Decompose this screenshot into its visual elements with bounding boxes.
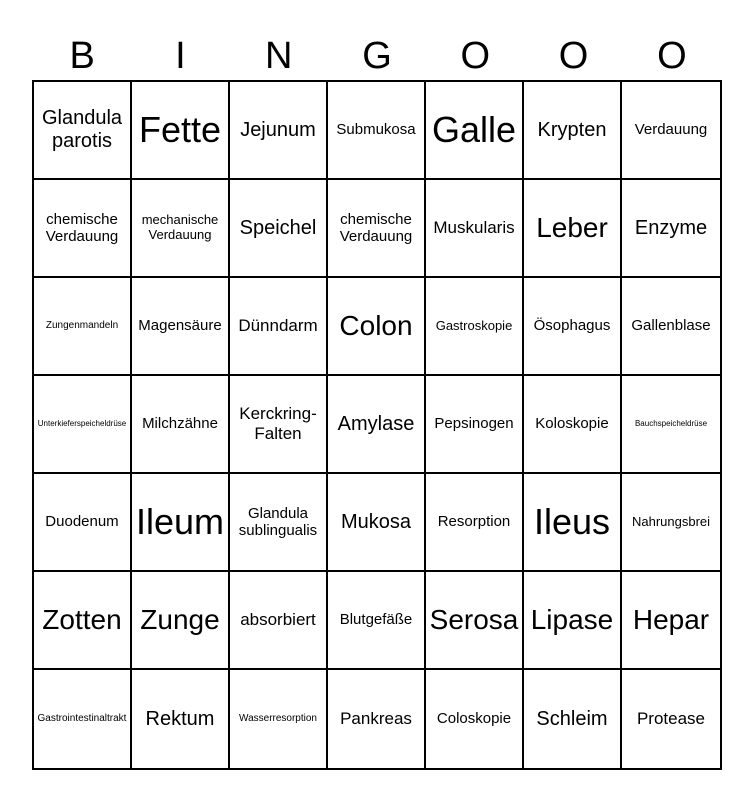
- bingo-cell[interactable]: Koloskopie: [524, 376, 622, 474]
- bingo-cell[interactable]: Schleim: [524, 670, 622, 768]
- bingo-cell[interactable]: Dünndarm: [230, 278, 328, 376]
- bingo-cell[interactable]: Blutgefäße: [328, 572, 426, 670]
- bingo-cell[interactable]: Gallenblase: [622, 278, 720, 376]
- bingo-board: [32, 80, 722, 770]
- header-letter-o-3: O: [657, 35, 687, 77]
- bingo-cell[interactable]: absorbiert: [230, 572, 328, 670]
- bingo-cell[interactable]: Zotten: [34, 572, 132, 670]
- bingo-cell[interactable]: Serosa: [426, 572, 524, 670]
- bingo-cell[interactable]: Hepar: [622, 572, 720, 670]
- bingo-cell[interactable]: Resorption: [426, 474, 524, 572]
- header-letter-n: N: [264, 35, 293, 77]
- bingo-cell[interactable]: Nahrungsbrei: [622, 474, 720, 572]
- bingo-cell[interactable]: Gastrointestinaltrakt: [34, 670, 132, 768]
- bingo-cell[interactable]: Gastroskopie: [426, 278, 524, 376]
- bingo-cell[interactable]: Ösophagus: [524, 278, 622, 376]
- bingo-cell[interactable]: Amylase: [328, 376, 426, 474]
- bingo-cell[interactable]: Submukosa: [328, 82, 426, 180]
- bingo-cell[interactable]: chemische Verdauung: [34, 180, 132, 278]
- bingo-cell[interactable]: Duodenum: [34, 474, 132, 572]
- bingo-cell[interactable]: chemische Verdauung: [328, 180, 426, 278]
- bingo-cell[interactable]: Milchzähne: [132, 376, 230, 474]
- bingo-cell[interactable]: Zunge: [132, 572, 230, 670]
- bingo-cell[interactable]: Verdauung: [622, 82, 720, 180]
- bingo-cell[interactable]: Magensäure: [132, 278, 230, 376]
- bingo-cell[interactable]: Fette: [132, 82, 230, 180]
- bingo-cell[interactable]: Protease: [636, 709, 706, 729]
- bingo-cell[interactable]: Rektum: [132, 670, 230, 768]
- bingo-cell[interactable]: Krypten: [524, 82, 622, 180]
- header-letter-g: G: [362, 35, 392, 77]
- bingo-cell[interactable]: Enzyme: [622, 180, 720, 278]
- bingo-cell[interactable]: Unterkieferspeicheldrüse: [34, 376, 132, 474]
- bingo-header: [33, 30, 721, 82]
- header-letter-o-1: O: [460, 35, 491, 77]
- bingo-cell[interactable]: Mukosa: [328, 474, 426, 572]
- bingo-cell[interactable]: Leber: [524, 180, 622, 278]
- bingo-cell[interactable]: Pepsinogen: [426, 376, 524, 474]
- bingo-cell[interactable]: Muskularis: [426, 180, 524, 278]
- header-letter-i: I: [175, 35, 186, 77]
- bingo-cell[interactable]: Glandula parotis: [34, 82, 132, 180]
- bingo-cell[interactable]: Galle: [426, 82, 524, 180]
- bingo-cell[interactable]: Wasserresorption: [230, 670, 328, 768]
- bingo-cell[interactable]: Zungenmandeln: [34, 278, 132, 376]
- bingo-cell[interactable]: Glandula sublingualis: [230, 474, 328, 572]
- bingo-cell[interactable]: Pankreas: [328, 670, 426, 768]
- bingo-cell[interactable]: mechanische Verdauung: [132, 180, 230, 278]
- bingo-cell[interactable]: Bauchspeicheldrüse: [622, 376, 720, 474]
- bingo-cell[interactable]: Jejunum: [230, 82, 328, 180]
- bingo-cell[interactable]: Speichel: [230, 180, 328, 278]
- header-letter-o-2: O: [558, 35, 589, 77]
- bingo-cell[interactable]: Ileus: [524, 474, 622, 572]
- bingo-cell[interactable]: Colon: [328, 278, 426, 376]
- bingo-cell[interactable]: Lipase: [524, 572, 622, 670]
- header-letter-b: B: [69, 35, 95, 77]
- bingo-cell[interactable]: Ileum: [132, 474, 230, 572]
- bingo-cell[interactable]: Kerckring- Falten: [230, 376, 328, 474]
- bingo-cell[interactable]: Coloskopie: [426, 670, 524, 768]
